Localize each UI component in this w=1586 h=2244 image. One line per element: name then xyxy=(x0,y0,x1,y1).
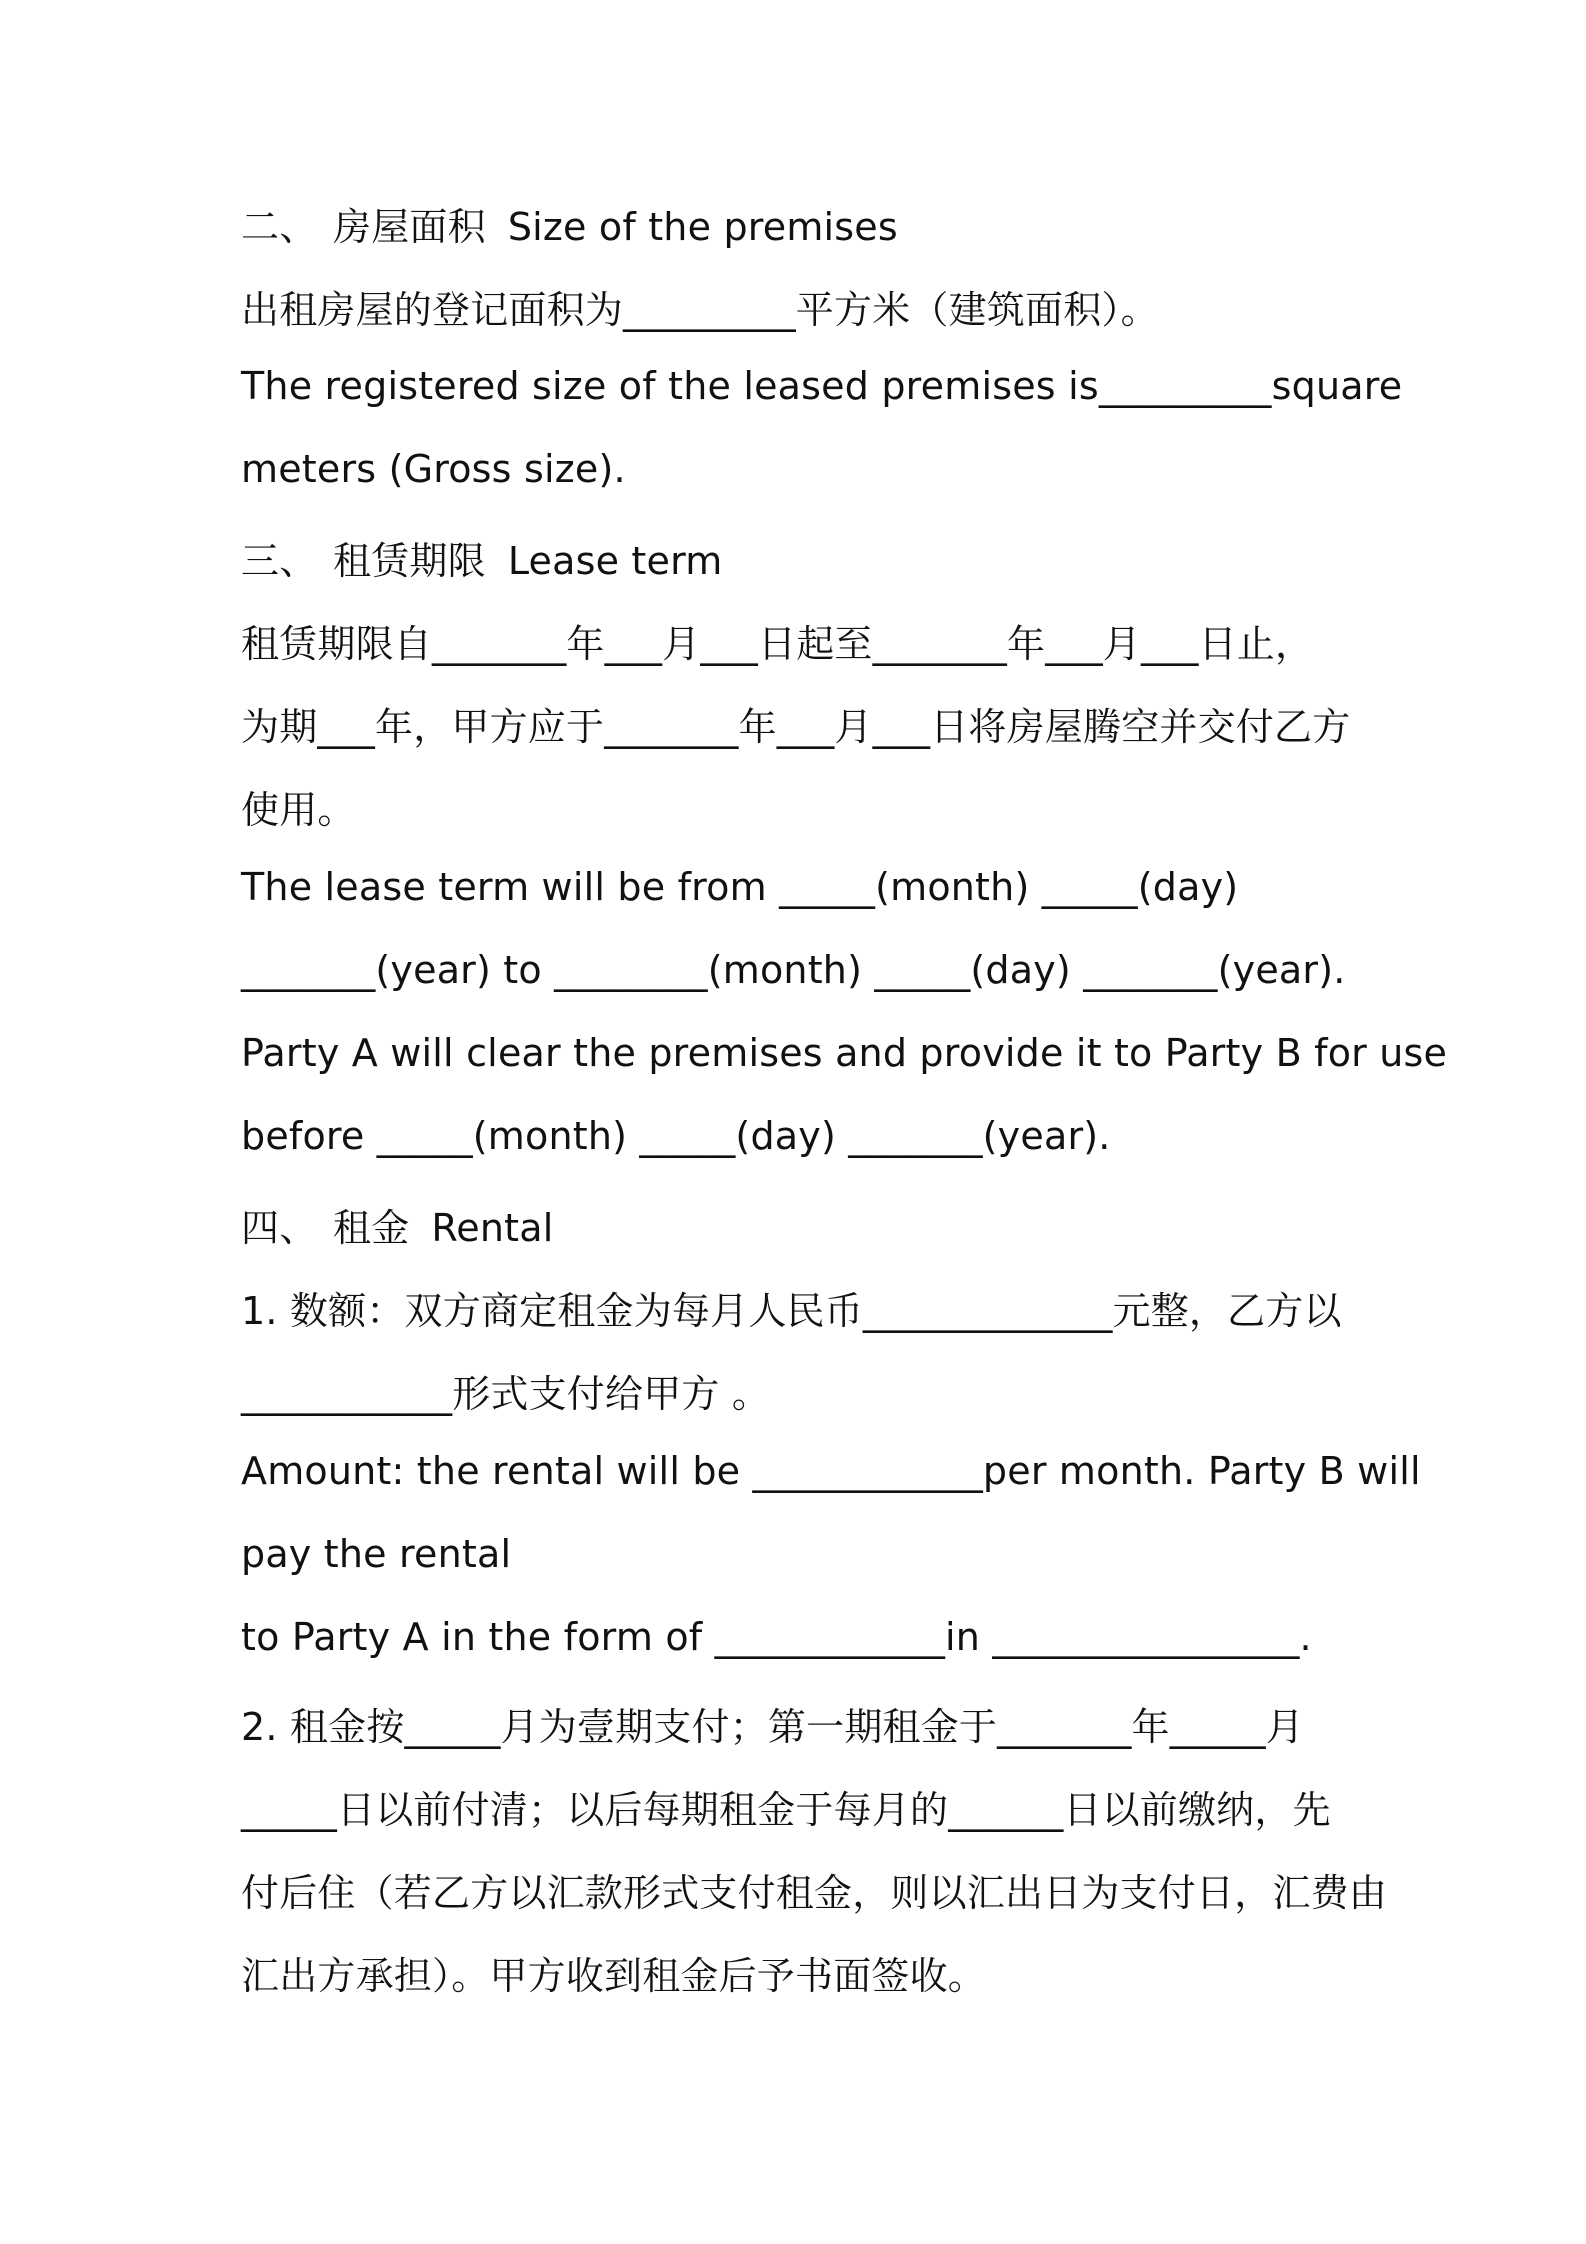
section-3-cn-text-2: 为期___年，甲方应于_______年___月___日将房屋腾空并交付乙方 xyxy=(241,705,1351,749)
section-3-number: 三、 xyxy=(241,539,318,583)
section-4-item-1-en-1: Amount: the rental will be ____________per month. Party B will xyxy=(241,1449,1421,1493)
section-2-title-cn: 房屋面积 xyxy=(333,205,486,249)
section-3-en-text-2: _______(year) to ________(month) _____(day) _______(year). xyxy=(241,948,1346,992)
section-4-item-1-cn-2: ___________形式支付给甲方 。 xyxy=(241,1372,771,1416)
section-3-title-en: Lease term xyxy=(507,539,723,583)
section-2-number: 二、 xyxy=(241,205,318,249)
section-3-en-text-3: Party A will clear the premises and provide it to Party B for use xyxy=(241,1031,1448,1075)
section-4-item-1-en-3: to Party A in the form of ____________in ________________. xyxy=(241,1615,1312,1659)
section-4-item-1-en-2: pay the rental xyxy=(241,1532,512,1576)
section-4-item-2-cn-3: 付后住（若乙方以汇款形式支付租金，则以汇出日为支付日，汇费由 xyxy=(241,1871,1388,1915)
section-2-cn-text: 出租房屋的登记面积为_________平方米（建筑面积）。 xyxy=(241,288,1159,332)
section-3-en-text-1: The lease term will be from _____(month) _____(day) xyxy=(241,865,1239,909)
section-3-cn-text-1: 租赁期限自_______年___月___日起至_______年___月___日止， xyxy=(241,622,1314,666)
section-2-en-text-1: The registered size of the leased premises is_________square xyxy=(241,364,1403,408)
section-2-en-text-2: meters (Gross size). xyxy=(241,447,626,491)
section-2-title-en: Size of the premises xyxy=(507,205,898,249)
section-4-item-2-cn-1: 2. 租金按_____月为壹期支付；第一期租金于_______年_____月 xyxy=(241,1705,1304,1749)
section-4-title-cn: 租金 xyxy=(333,1206,410,1250)
section-3-title-cn: 租赁期限 xyxy=(333,539,486,583)
section-3-en-text-4: before _____(month) _____(day) _______(year). xyxy=(241,1114,1111,1158)
section-4-heading xyxy=(241,1197,554,1252)
section-3-cn-text-3: 使用。 xyxy=(241,788,356,832)
section-4-item-2-cn-4: 汇出方承担）。甲方收到租金后予书面签收。 xyxy=(241,1954,987,1998)
section-2-heading xyxy=(241,196,898,251)
section-3-heading xyxy=(241,530,723,585)
section-4-item-1-cn-1: 1. 数额：双方商定租金为每月人民币_____________元整，乙方以 xyxy=(241,1289,1342,1333)
section-4-title-en: Rental xyxy=(431,1206,554,1250)
section-4-item-2-cn-2: _____日以前付清；以后每期租金于每月的______日以前缴纳，先 xyxy=(241,1788,1331,1832)
section-4-number: 四、 xyxy=(241,1206,318,1250)
